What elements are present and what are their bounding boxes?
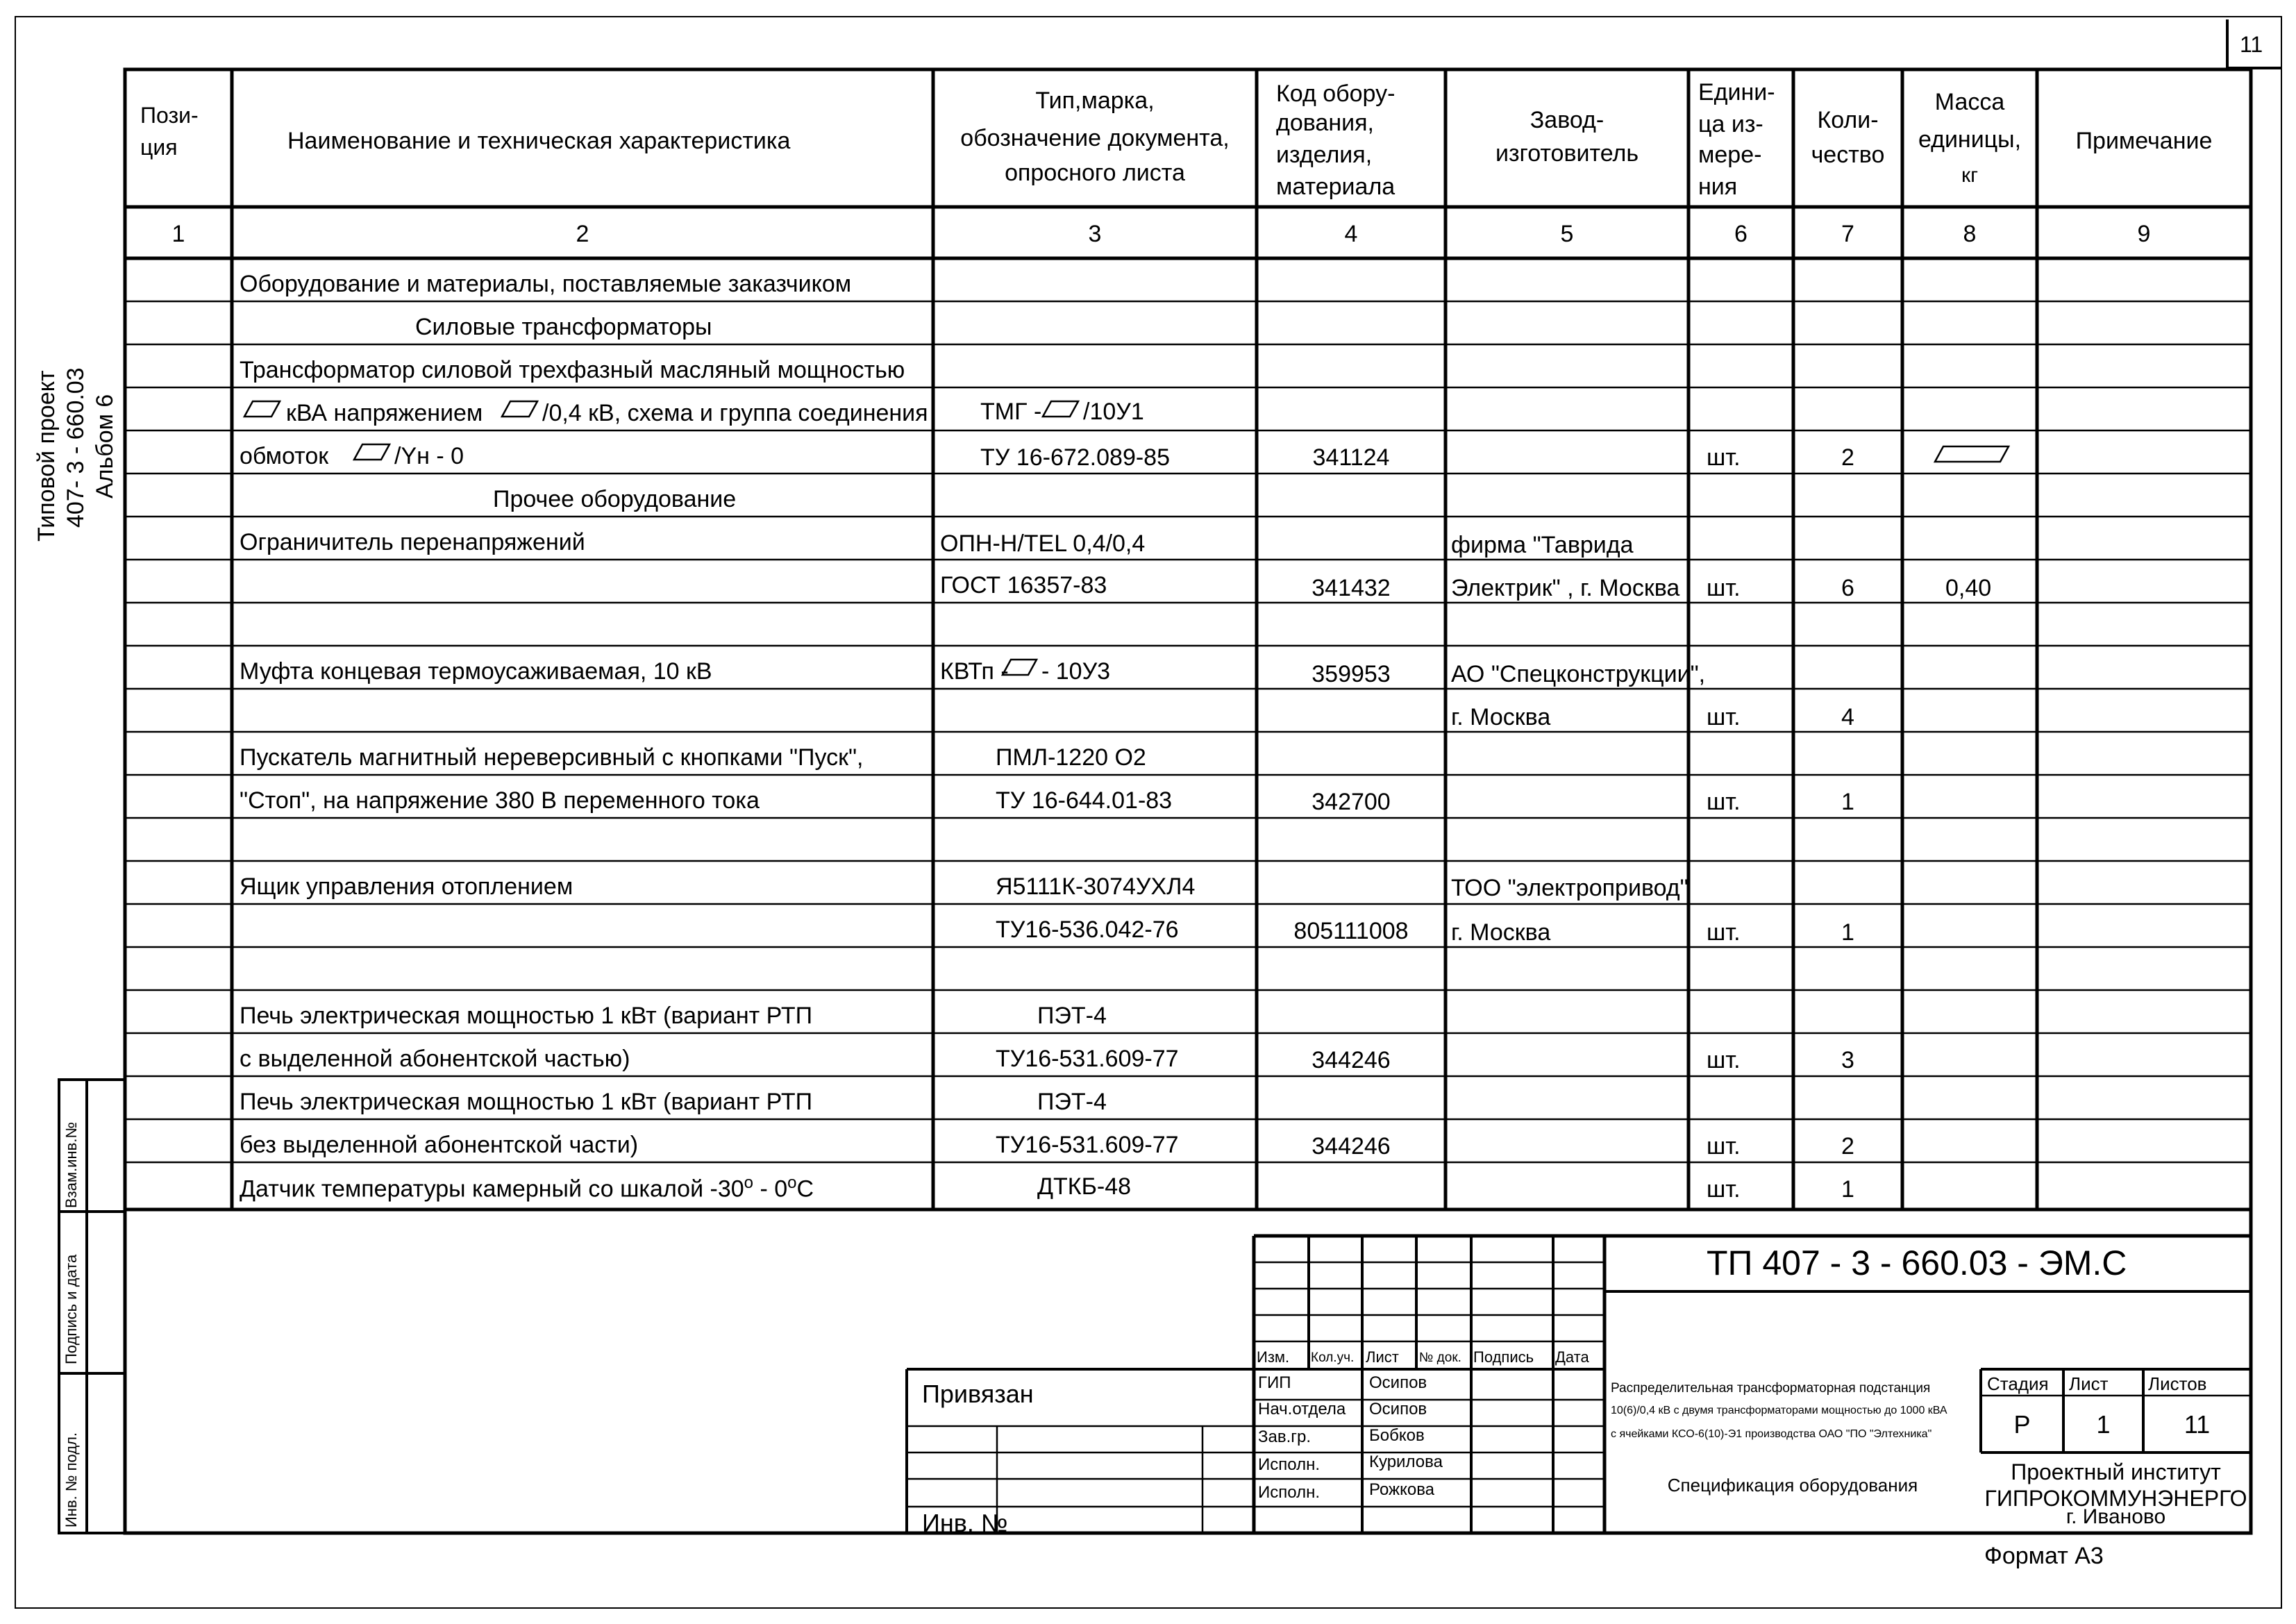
column-number: 7	[1841, 221, 1854, 247]
header-mass-c: кг	[1961, 164, 1979, 187]
name-ispoln-2: Рожкова	[1369, 1480, 1435, 1499]
org-line-3: г. Иваново	[2065, 1505, 2166, 1528]
header-code-c: изделия,	[1276, 142, 1373, 168]
header-name: Наименование и техническая характеристика	[287, 128, 791, 154]
row-unit: шт.	[1707, 704, 1741, 730]
row-type-cont: - 10У3	[1041, 658, 1111, 685]
object-line-2: 10(6)/0,4 кВ с двумя трансформаторами мощностью до 1000 кВА	[1611, 1405, 1947, 1416]
signature-date-label: Подпись и дата	[62, 1254, 80, 1364]
row-maker: г. Москва	[1451, 919, 1551, 946]
row-qty: 6	[1841, 575, 1854, 601]
header-qty-a: Коли-	[1817, 107, 1879, 133]
blank-box	[1935, 446, 2009, 462]
row-name: с выделенной абонентской частью)	[240, 1046, 630, 1072]
header-mass-b: единицы,	[1918, 126, 2022, 153]
column-number: 5	[1560, 221, 1574, 247]
stage-value: Р	[2013, 1410, 2031, 1439]
header-maker-b: изготовитель	[1495, 140, 1639, 167]
row-name-cont: /0,4 кВ, схема и группа соединения	[542, 400, 928, 426]
row-unit: шт.	[1707, 789, 1741, 815]
row-type-cont: /10У1	[1083, 399, 1144, 425]
header-unit-b: ца из-	[1698, 111, 1763, 137]
row-type: ПЭТ-4	[1037, 1089, 1107, 1115]
row-type: ТУ 16-672.089-85	[980, 444, 1170, 471]
row-type: КВТп -	[940, 658, 1009, 685]
row-name: Силовые трансформаторы	[415, 314, 712, 340]
header-type-b: обозначение документа,	[960, 125, 1230, 151]
row-name: кВА напряжением	[286, 400, 483, 426]
row-qty: 2	[1841, 444, 1854, 471]
name-nach-otdela: Осипов	[1369, 1400, 1427, 1418]
row-maker: фирма "Таврида	[1451, 532, 1634, 558]
row-type: ТУ16-536.042-76	[996, 916, 1179, 943]
header-code-b: дования,	[1276, 110, 1374, 136]
row-qty: 1	[1841, 1176, 1854, 1203]
object-line-3: с ячейками КСО-6(10)-Э1 производства ОАО "ПО "Элтехника"	[1611, 1428, 1932, 1440]
role-gip: ГИП	[1258, 1373, 1291, 1392]
side-stamp-line1: Типовой проект	[33, 370, 60, 542]
row-type: ТМГ -	[980, 399, 1042, 425]
row-type: ГОСТ 16357-83	[940, 572, 1107, 598]
row-name: Пускатель магнитный нереверсивный с кнопками "Пуск",	[240, 744, 864, 771]
sheets-label: Листов	[2148, 1373, 2207, 1394]
header-qty-b: чество	[1811, 142, 1885, 168]
row-code: 359953	[1312, 661, 1391, 687]
row-type: ПЭТ-4	[1037, 1003, 1107, 1029]
hdr-izm: Изм.	[1257, 1348, 1290, 1366]
name-gip: Осипов	[1369, 1373, 1427, 1392]
row-name: Печь электрическая мощностью 1 кВт (вариант РТП	[240, 1089, 813, 1115]
side-stamp-line3: Альбом 6	[92, 394, 118, 499]
column-number: 2	[576, 221, 589, 247]
sheets-value: 11	[2184, 1410, 2211, 1439]
object-line-1: Распределительная трансформаторная подстанция	[1611, 1381, 1931, 1396]
name-ispoln-1: Курилова	[1369, 1453, 1443, 1471]
row-code: 344246	[1312, 1133, 1391, 1160]
header-position-a: Пози-	[140, 103, 199, 128]
row-name: "Стоп", на напряжение 380 В переменного тока	[240, 787, 760, 814]
row-code: 341124	[1312, 444, 1390, 471]
row-type: ТУ 16-644.01-83	[996, 787, 1173, 814]
row-unit: шт.	[1707, 575, 1741, 601]
role-ispoln-2: Исполн.	[1258, 1483, 1320, 1502]
row-code: 805111008	[1293, 918, 1409, 944]
row-mass: 0,40	[1945, 575, 1992, 601]
privyazan-label: Привязан	[922, 1380, 1034, 1408]
row-maker: АО "Спецконструкции",	[1451, 661, 1706, 687]
header-type-a: Тип,марка,	[1035, 87, 1155, 114]
role-ispoln-1: Исполн.	[1258, 1455, 1320, 1474]
row-name: без выделенной абонентской части)	[240, 1132, 639, 1158]
row-type: ДТКБ-48	[1037, 1173, 1132, 1200]
row-maker: ТОО "электропривод"	[1451, 875, 1689, 901]
row-name: Датчик температуры камерный со шкалой -30$^o$ - 0$^o$С	[240, 1173, 814, 1203]
side-stamp-line2: 407- 3 - 660.03	[62, 367, 89, 528]
row-code: 342700	[1312, 789, 1391, 815]
header-code-d: материала	[1276, 174, 1396, 200]
role-zav-gr: Зав.гр.	[1258, 1428, 1312, 1446]
row-code: 344246	[1312, 1047, 1391, 1073]
row-unit: шт.	[1707, 1047, 1741, 1073]
row-type: ТУ16-531.609-77	[996, 1046, 1179, 1072]
header-maker-a: Завод-	[1530, 107, 1604, 133]
header-code-a: Код обору-	[1276, 81, 1396, 107]
row-name: Муфта концевая термоусаживаемая, 10 кВ	[240, 658, 712, 685]
row-name: Трансформатор силовой трехфазный масляный мощностью	[240, 357, 905, 383]
document-designation: ТП 407 - 3 - 660.03 - ЭМ.С	[1707, 1244, 2127, 1282]
row-name: Ящик управления отоплением	[240, 873, 573, 900]
header-unit-d: ния	[1698, 174, 1738, 200]
stage-label: Стадия	[1987, 1373, 2049, 1394]
row-name: Прочее оборудование	[493, 486, 737, 512]
page-number: 11	[2240, 32, 2263, 57]
row-type: ПМЛ-1220 О2	[996, 744, 1146, 771]
header-unit-c: мере-	[1698, 142, 1762, 168]
blank-box	[354, 444, 389, 460]
format-label: Формат А3	[1984, 1543, 2104, 1569]
column-number: 3	[1088, 221, 1102, 247]
hdr-list: Лист	[1366, 1348, 1399, 1366]
row-qty: 4	[1841, 704, 1854, 730]
row-unit: шт.	[1707, 1176, 1741, 1203]
sheet-label: Лист	[2069, 1373, 2109, 1394]
row-name: Ограничитель перенапряжений	[240, 529, 585, 555]
row-name: обмоток	[240, 443, 329, 469]
hdr-doc: № док.	[1419, 1350, 1461, 1365]
row-qty: 3	[1841, 1047, 1854, 1073]
hdr-data: Дата	[1555, 1348, 1589, 1366]
inv-podl-label: Инв. № подл.	[62, 1432, 80, 1527]
document-title: Спецификация оборудования	[1667, 1475, 1918, 1496]
column-number: 1	[171, 221, 185, 247]
row-type: ТУ16-531.609-77	[996, 1132, 1179, 1158]
org-line-2: ГИПРОКОММУНЭНЕРГО	[1984, 1486, 2247, 1511]
column-number: 8	[1963, 221, 1977, 247]
column-number: 4	[1344, 221, 1358, 247]
row-maker: г. Москва	[1451, 704, 1551, 730]
row-maker: Электрик" , г. Москва	[1451, 575, 1680, 601]
row-qty: 2	[1841, 1133, 1854, 1160]
header-mass-a: Масса	[1934, 89, 2005, 115]
blank-box	[244, 401, 280, 417]
column-number: 9	[2137, 221, 2151, 247]
column-number: 6	[1734, 221, 1748, 247]
hdr-podpis: Подпись	[1473, 1348, 1534, 1366]
row-qty: 1	[1841, 789, 1854, 815]
header-unit-a: Едини-	[1698, 79, 1775, 106]
row-unit: шт.	[1707, 444, 1741, 471]
blank-box	[502, 401, 537, 417]
row-name: Оборудование и материалы, поставляемые заказчиком	[240, 271, 852, 297]
vzam-inv-label: Взам.инв.№	[62, 1121, 80, 1208]
row-type: Я5111К-3074УХЛ4	[996, 873, 1196, 900]
org-line-1: Проектный институт	[2011, 1459, 2221, 1484]
row-qty: 1	[1841, 919, 1854, 946]
row-name-cont: /Yн - 0	[394, 443, 464, 469]
row-code: 341432	[1312, 575, 1391, 601]
row-name: Печь электрическая мощностью 1 кВт (вариант РТП	[240, 1003, 813, 1029]
header-type-c: опросного листа	[1005, 160, 1185, 186]
role-nach-otdela: Нач.отдела	[1258, 1400, 1346, 1418]
inv-no-label: Инв. №	[922, 1509, 1008, 1537]
row-unit: шт.	[1707, 919, 1741, 946]
row-unit: шт.	[1707, 1133, 1741, 1160]
row-type: ОПН-Н/TEL 0,4/0,4	[940, 530, 1146, 557]
header-note: Примечание	[2075, 128, 2213, 154]
hdr-kol: Кол.уч.	[1311, 1350, 1355, 1365]
name-zav-gr: Бобков	[1369, 1426, 1425, 1445]
header-position-b: ция	[140, 135, 178, 160]
sheet-value: 1	[2096, 1410, 2111, 1439]
blank-box	[1043, 401, 1078, 417]
